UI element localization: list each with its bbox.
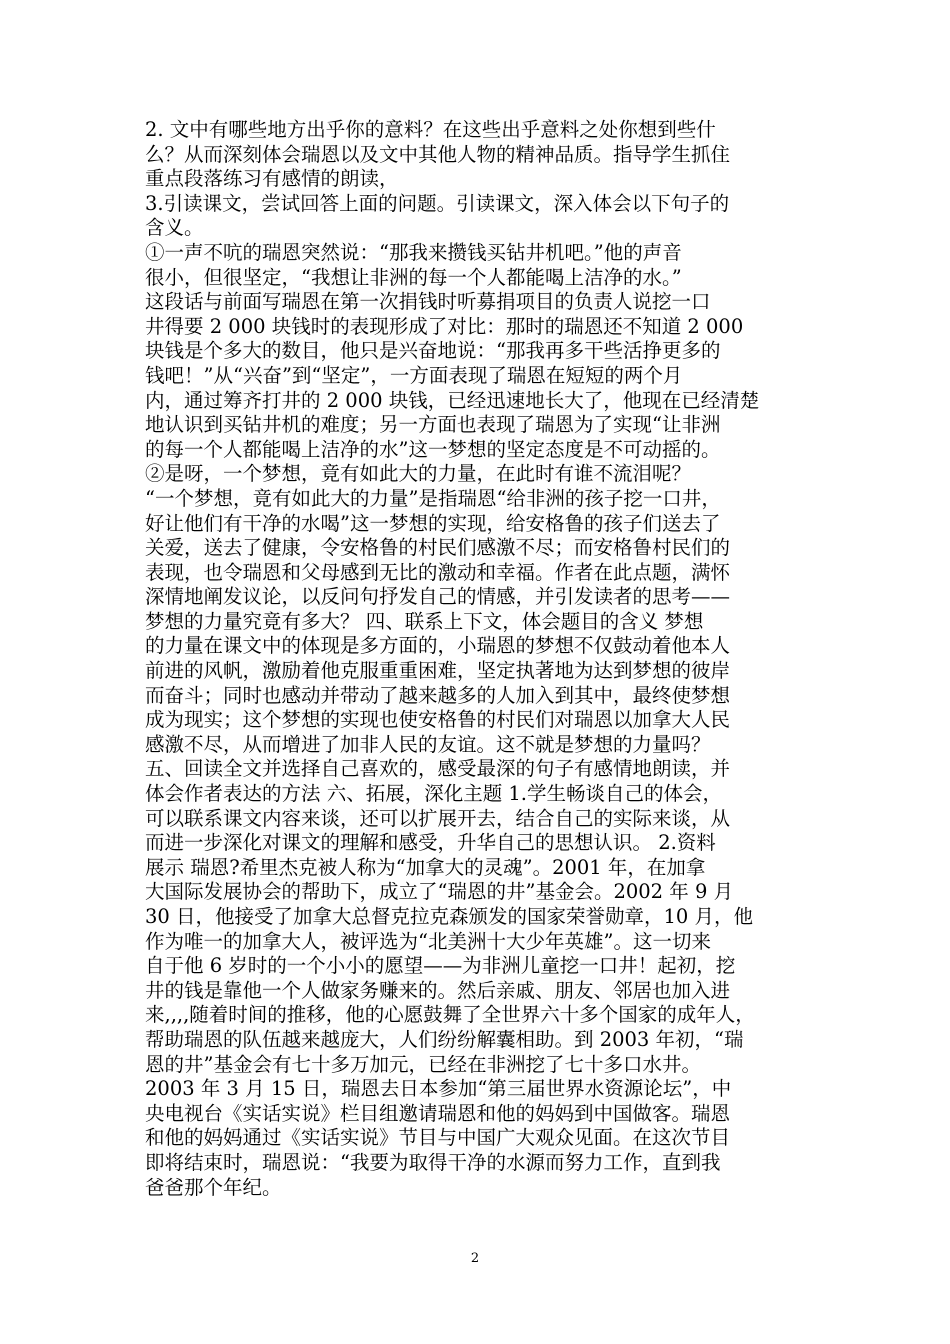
text-line: 而奋斗；同时也感动并带动了越来越多的人加入到其中，最终使梦想 [145,683,731,707]
text-line: 3.引读课文，尝试回答上面的问题。引读课文，深入体会以下句子的 [145,191,730,215]
text-line: 内，通过筹齐打井的 2 000 块钱，已经迅速地长大了，他现在已经清楚 [145,388,760,412]
text-line: 体会作者表达的方法 六、拓展，深化主题 1.学生畅谈自己的体会， [145,782,723,806]
text-line: 关爱，送去了健康，令安格鲁的村民们感激不尽；而安格鲁村民们的 [145,536,731,560]
text-line: 么？从而深刻体会瑞恩以及文中其他人物的精神品质。指导学生抓住 [145,142,731,166]
text-line: 爸爸那个年纪。 [145,1175,282,1199]
text-line: 钱吧！”从“兴奋”到“坚定”，一方面表现了瑞恩在短短的两个月 [145,363,683,387]
text-line: 2. 文中有哪些地方出乎你的意料？在这些出乎意料之处你想到些什 [145,118,716,141]
text-line: 30 日，他接受了加拿大总督克拉克森颁发的国家荣誉勋章，10 月，他 [145,905,754,928]
text-line: 梦想的力量究竟有多大？ 四、联系上下文，体会题目的含义 梦想 [145,609,704,633]
text-line: 自于他 6 岁时的一个小小的愿望——为非洲儿童挖一口井！起初，挖 [145,954,736,978]
text-line: 成为现实；这个梦想的实现也使安格鲁的村民们对瑞恩以加拿大人民 [145,708,731,732]
text-line: 重点段落练习有感情的朗读， [145,167,399,191]
text-line: 而进一步深化对课文的理解和感受，升华自己的思想认识。 2.资料 [145,831,716,855]
text-line: 来,,,,随着时间的推移，他的心愿鼓舞了全世界六十多个国家的成年人， [145,1003,755,1027]
text-line: ②是呀，一个梦想，竟有如此大的力量，在此时有谁不流泪呢？ [145,462,692,486]
text-line: 即将结束时，瑞恩说：“我要为取得干净的水源而努力工作，直到我 [145,1150,721,1174]
page-number: 2 [470,1251,480,1266]
text-line: 这段话与前面写瑞恩在第一次捐钱时听募捐项目的负责人说挖一口 [145,290,711,314]
text-line: 央电视台《实话实说》栏目组邀请瑞恩和他的妈妈到中国做客。瑞恩 [145,1101,731,1125]
text-line: 作为唯一的加拿大人，被评选为“北美洲十大少年英雄”。这一切来 [145,929,711,953]
text-line: 井的钱是靠他一个人做家务赚来的。然后亲戚、朋友、邻居也加入进 [145,978,731,1002]
document-body [145,118,805,1200]
text-line: ①一声不吭的瑞恩突然说：“那我来攒钱买钻井机吧。”他的声音 [145,240,682,264]
text-line: 展示 瑞恩?希里杰克被人称为“加拿大的灵魂”。2001 年，在加拿 [145,855,706,879]
text-line: 前进的风帆，激励着他克服重重困难，坚定执著地为达到梦想的彼岸 [145,659,731,683]
text-line: 表现，也令瑞恩和父母感到无比的激动和幸福。作者在此点题，满怀 [145,560,731,584]
text-line: 大国际发展协会的帮助下，成立了“瑞恩的井”基金会。2002 年 9 月 [145,880,734,904]
text-line: 可以联系课文内容来谈，还可以扩展开去，结合自己的实际来谈，从 [145,806,731,830]
text-line: 恩的井”基金会有七十多万加元，已经在非洲挖了七十多口水井。 [145,1052,701,1076]
text-line: 五、回读全文并选择自己喜欢的，感受最深的句子有感情地朗读，并 [145,757,731,781]
text-line: “一个梦想，竟有如此大的力量”是指瑞恩“给非洲的孩子挖一口井， [145,486,721,510]
text-line: 感激不尽，从而增进了加非人民的友谊。这不就是梦想的力量吗？ [145,732,711,756]
text-line: 的力量在课文中的体现是多方面的，小瑞恩的梦想不仅鼓动着他本人 [145,634,731,658]
text-line: 含义。 [145,216,204,240]
text-line: 井得要 2 000 块钱时的表现形成了对比：那时的瑞恩还不知道 2 000 [145,314,744,338]
text-line: 深情地阐发议论，以反问句抒发自己的情感，并引发读者的思考—— [145,585,731,609]
text-line: 地认识到买钻井机的难度；另一方面也表现了瑞恩为了实现“让非洲 [145,413,721,437]
text-line: 好让他们有干净的水喝”这一梦想的实现，给安格鲁的孩子们送去了 [145,511,721,535]
text-line: 和他的妈妈通过《实话实说》节目与中国广大观众见面。在这次节目 [145,1126,731,1150]
text-line: 2003 年 3 月 15 日，瑞恩去日本参加“第三届世界水资源论坛”，中 [145,1077,732,1101]
text-line: 帮助瑞恩的队伍越来越庞大，人们纷纷解囊相助。到 2003 年初，“瑞 [145,1027,744,1051]
text-line: 块钱是个多大的数目，他只是兴奋地说：“那我再多干些活挣更多的 [145,339,721,363]
text-line: 的每一个人都能喝上洁净的水”这一梦想的坚定态度是不可动摇的。 [145,437,721,461]
text-line: 很小，但很坚定，“我想让非洲的每一个人都能喝上洁净的水。” [145,265,682,289]
